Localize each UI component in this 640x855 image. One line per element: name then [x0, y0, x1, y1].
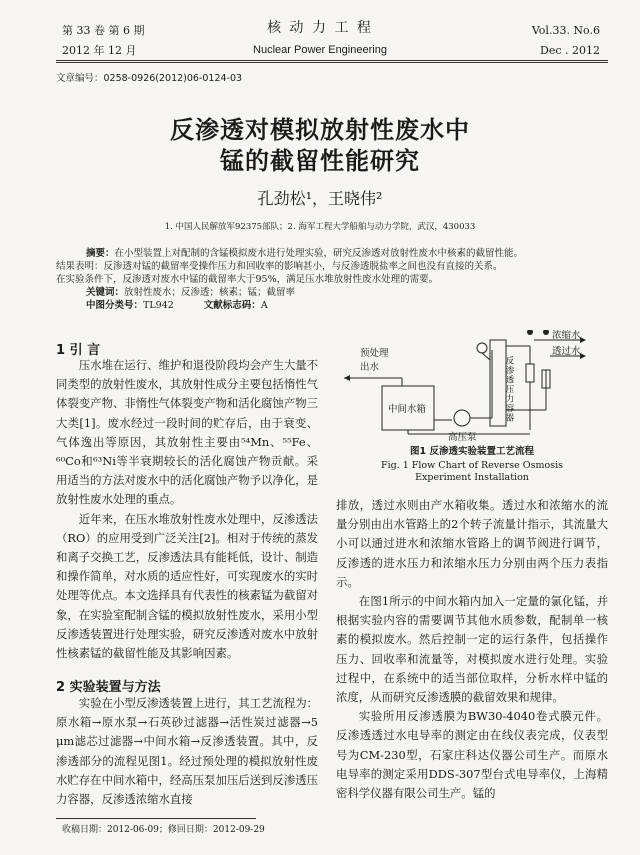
doc-code-label: 文献标志码： [203, 300, 261, 311]
classification-value: TL942 [143, 300, 174, 311]
section-1-para-2: 近年来，在压水堆放射性废水处理中，反渗透法（RO）的应用受到广泛关注[2]。相对于传统的蒸发和离子交换工艺，反渗透法具有能耗低，设计、制造和操作简单，对水质的适应性好，可实现废水的实时处理等优点。本文选择具有代表性的核素锰为截留对象，在实验室配制含锰的模拟放射性废水，采用小型反渗透装置进行处理实验，研究反渗透对废水中放射性核素锰的截留性能及其影响因素。 [56, 511, 319, 661]
journal-title-cn: 核 动 力 工 程 [267, 20, 373, 36]
abstract-line-3: 在实验条件下，反渗透对废水中锰的截留率大于95%，满足压水堆放射性废水处理的需要。 [56, 274, 439, 285]
abstract-line-2: 结果表明：反渗透对锰的截留率受操作压力和回收率的影响甚小，与反渗透脱盐率之间也没有直接的关系。 [56, 261, 503, 272]
fig-label-pump: 高压泵 [448, 432, 477, 442]
authors: 孔劲松¹，王晓伟² [257, 189, 383, 208]
keywords: 放射性废水；反渗透；核素；锰；截留率 [124, 287, 296, 298]
abstract-label: 摘要： [86, 248, 115, 259]
title-line-2: 锰的截留性能研究 [220, 147, 420, 175]
section-1-heading: 1 引 言 [56, 343, 101, 358]
right-para-1: 排放，透过水则由产水箱收集。透过水和浓缩水的流量分别由出水管路上的2个转子流量计指示，其流量大小可以通过进水和浓缩水管路上的调节阀进行调节，反渗透的进水压力和浓缩水压力分别由两个压力表指示。 [336, 498, 608, 589]
right-column-body [336, 496, 608, 803]
header-rule [56, 60, 608, 61]
figure-caption-cn: 图1 反渗透实验装置工艺流程 [410, 446, 534, 457]
figure-caption-en-2: Experiment Installation [415, 472, 529, 483]
flow-chart-diagram [340, 330, 608, 442]
article-number: 文章编号：0258-0926(2012)06-0124-03 [56, 73, 243, 84]
section-2-body [56, 694, 318, 809]
header-date-en: Dec . 2012 [540, 44, 600, 57]
header-date-cn: 2012 年 12 月 [62, 44, 137, 57]
keywords-label: 关键词： [86, 287, 125, 298]
figure-caption-en-1: Fig. 1 Flow Chart of Reverse Osmosis [380, 460, 563, 471]
right-para-2: 在图1所示的中间水箱内加入一定量的氯化锰，并根据实验内容的需要调节其他水质参数，配制单一核素的模拟废水。然后控制一定的运行条件，包括操作压力、回收率和流量等，对模拟废水进行处理。实验过程中，在系统中的适当部位取样，分析水样中锰的浓度，从而研究反渗透膜的截留效果和规律。 [336, 594, 608, 705]
fig-label-outlet: 出水 [360, 362, 380, 373]
received-date: 收稿日期：2012-06-09；修回日期：2012-09-29 [62, 825, 265, 835]
section-2-para-1: 实验在小型反渗透装置上进行，其工艺流程为：原水箱→原水泵→石英砂过滤器→活性炭过滤器→5 μm滤芯过滤器→中间水箱→反渗透装置。其中，反渗透部分的流程见图1。经过预处理的模拟放射性废水贮存在中间水箱中，经高压泵加压后送到反渗透压力容器，反渗透浓缩水直接 [56, 696, 319, 807]
section-1-body [56, 356, 318, 663]
header-rule-2 [56, 62, 608, 63]
right-para-3: 实验所用反渗透膜为BW30-4040卷式膜元件。反渗透透过水电导率的测定由在线仪表完成，仪表型号为CM-230型，石家庄科达仪器公司生产。而原水电导率的测定采用DDS-307型台式电导率仪，上海精密科学仪器有限公司生产。锰的 [336, 709, 608, 801]
section-2-heading: 2 实验装置与方法 [56, 680, 161, 695]
fig-label-vessel: 反渗透压力容器 [504, 356, 514, 423]
doc-code-value: A [260, 300, 268, 311]
fig-label-permeate: 透过水 [552, 346, 581, 357]
figure-1 [340, 330, 608, 442]
abstract [56, 247, 608, 312]
fig-label-pretreated: 预处理 [360, 348, 389, 359]
fig-label-tank: 中间水箱 [388, 404, 427, 415]
journal-title-en: Nuclear Power Engineering [253, 44, 387, 56]
affiliations: 1. 中国人民解放军92375部队；2. 海军工程大学船舶与动力学院，武汉，430033 [164, 222, 476, 232]
header-volume-cn: 第 33 卷 第 6 期 [62, 24, 145, 37]
section-1-para-1: 压水堆在运行、维护和退役阶段均会产生大量不同类型的放射性废水，其放射性成分主要包括惰性气体裂变产物、非惰性气体裂变产物和活化腐蚀产物三大类[1]。废水经过一段时间的贮存后，由于衰变、气体逸出等原因，其放射性主要由⁵⁴Mn、⁵⁵Fe、⁶⁰Co和⁶³Ni等半衰期较长的活化腐蚀产物贡献。采用适当的方法对废水中的活化腐蚀产物予以净化，是放射性废水处理的重点。 [56, 358, 319, 507]
title-line-1: 反渗透对模拟放射性废水中 [170, 116, 470, 144]
classification-label: 中图分类号： [86, 300, 144, 311]
fig-label-concentrate: 浓缩水 [552, 330, 581, 341]
high-pressure-pump [454, 410, 470, 426]
header-volume-en: Vol.33. No.6 [531, 24, 600, 37]
abstract-line-1: 在小型装置上对配制的含锰模拟废水进行处理实验，研究反渗透对放射性废水中核素的截留性能。 [114, 248, 524, 259]
footer-rule [56, 818, 256, 819]
flowmeter-1 [526, 364, 534, 382]
